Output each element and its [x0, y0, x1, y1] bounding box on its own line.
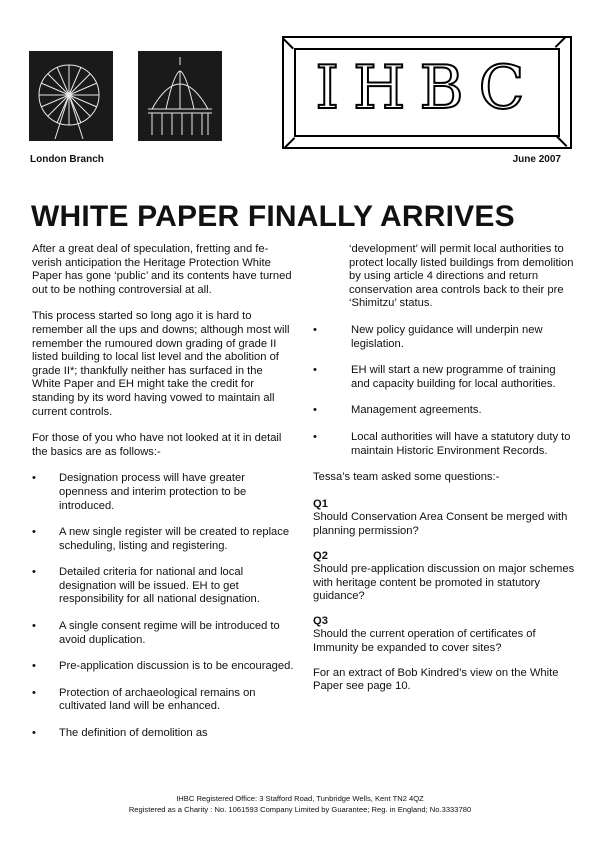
- question-block: [313, 498, 575, 539]
- issue-date: June 2007: [512, 154, 561, 165]
- london-eye-photo: [29, 51, 113, 141]
- basics-list-continued: [313, 324, 575, 458]
- list-item: • EH will start a new programme of training and capacity building for local authorities.: [313, 364, 556, 390]
- bullet-icon: •: [32, 472, 36, 485]
- question-label: Q2: [313, 549, 328, 562]
- footer-address: IHBC Registered Office: 3 Stafford Road, Tunbridge Wells, Kent TN2 4QZ: [176, 794, 424, 803]
- bullet-icon: •: [313, 404, 317, 417]
- list-item: • Designation process will have greater openness and interim protection to be introduced.: [32, 472, 247, 512]
- bullet-icon: •: [313, 430, 317, 443]
- headline: WHITE PAPER FINALLY ARRIVES: [31, 200, 515, 233]
- question-label: Q1: [313, 497, 328, 510]
- bullet-icon: •: [32, 686, 36, 699]
- list-item: • Pre-application discussion is to be encouraged.: [32, 660, 294, 673]
- right-column: [313, 243, 575, 707]
- bullet-icon: •: [32, 526, 36, 539]
- paragraph: This process started so long ago it is hard to remember all the ups and downs; although most will remember the rumoured down grading of grade II listed building to local list level and the abolition of grade II*; thankfully neither has surfaced in the White Paper and EH might take the credit for standing by its word having vowed to maintain all current controls.: [32, 310, 290, 418]
- bullet-icon: •: [32, 566, 36, 579]
- bullet-icon: •: [313, 323, 317, 336]
- bullet-continuation: ‘development’ will permit local authorities to protect locally listed buildings from demolition by using article 4 directions and return conservation area controls back to their pre ‘Shimitzu’ status.: [349, 243, 574, 310]
- questions-intro: Tessa’s team asked some questions:-: [313, 471, 500, 484]
- list-item: • Management agreements.: [313, 404, 482, 417]
- footer-registration: Registered as a Charity : No. 1061593 Company Limited by Guarantee; Reg. in England; No.3333780: [128, 805, 472, 814]
- bullet-icon: •: [32, 620, 36, 633]
- paragraph: After a great deal of speculation, fretting and feverish anticipation the Heritage Protection White Paper has gone ‘public’ and its contents have turned out to be nothing controversial at all.: [32, 243, 292, 296]
- closing-note: For an extract of Bob Kindred’s view on the White Paper see page 10.: [313, 666, 559, 693]
- list-item: • New policy guidance will underpin new legislation.: [313, 323, 543, 350]
- list-item: • A single consent regime will be introduced to avoid duplication.: [32, 620, 280, 646]
- dome-photo: [138, 51, 222, 141]
- question-text: Should Conservation Area Consent be merged with planning permission?: [313, 511, 568, 537]
- branch-label: London Branch: [30, 154, 104, 165]
- list-item: • A new single register will be created to replace scheduling, listing and registering.: [32, 526, 290, 552]
- left-column: [32, 243, 294, 754]
- list-item: • Protection of archaeological remains on cultivated land will be enhanced.: [32, 686, 256, 713]
- paragraph: For those of you who have not looked at it in detail the basics are as follows:-: [32, 432, 282, 458]
- bullet-icon: •: [32, 727, 36, 740]
- list-item: • Local authorities will have a statutory duty to maintain Historic Environment Records.: [313, 430, 571, 457]
- basics-list: [32, 472, 294, 740]
- logo-text: IHBC: [315, 53, 539, 123]
- bullet-icon: •: [32, 660, 36, 673]
- question-block: [313, 550, 575, 604]
- question-text: Should pre-application discussion on major schemes with heritage content be promoted in statutory guidance?: [313, 563, 575, 603]
- list-item: • Detailed criteria for national and local designation will be issued. EH to get responsibility for all national designation.: [32, 566, 260, 606]
- list-item: • The definition of demolition as: [32, 727, 208, 740]
- question-block: [313, 615, 575, 656]
- question-label: Q3: [313, 614, 328, 627]
- question-text: Should the current operation of certificates of Immunity be expanded to cover sites?: [313, 628, 536, 655]
- bullet-icon: •: [313, 364, 317, 377]
- ihbc-logo: [282, 36, 572, 149]
